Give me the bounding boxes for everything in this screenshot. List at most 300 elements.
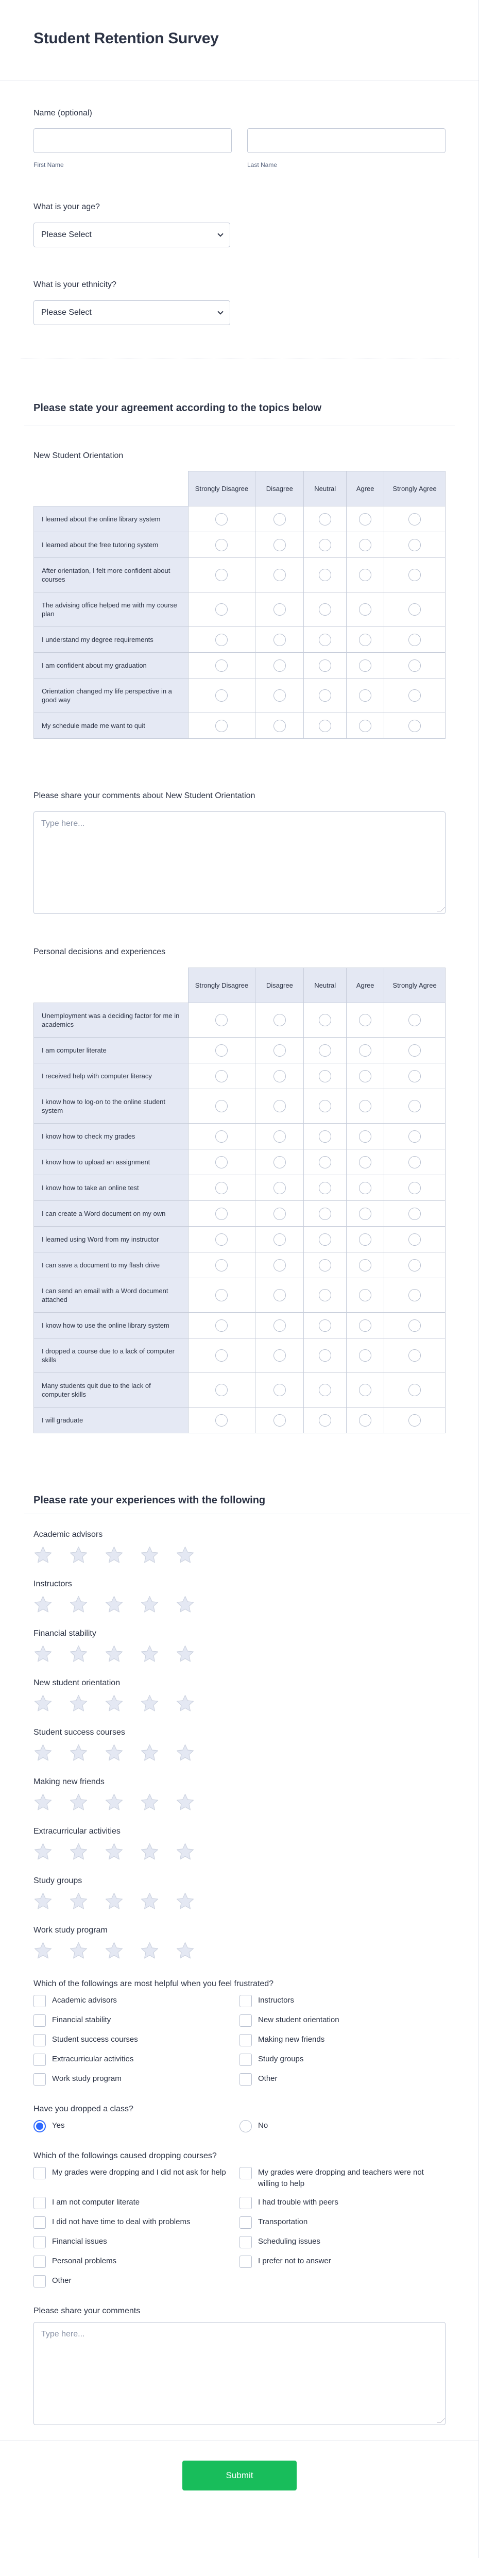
matrix-cell[interactable] [255,679,304,713]
star-icon[interactable] [176,1694,195,1713]
matrix-cell[interactable] [188,1089,255,1124]
matrix-cell[interactable] [255,1252,304,1278]
matrix-cell[interactable] [188,558,255,592]
matrix-cell[interactable] [304,1408,347,1433]
radio-button[interactable] [359,1414,371,1427]
matrix-cell[interactable] [304,1278,347,1313]
radio-button[interactable] [215,1349,228,1362]
radio-button[interactable] [273,1319,286,1332]
radio-button[interactable] [359,1208,371,1220]
radio-button[interactable] [359,1130,371,1143]
radio-button[interactable] [215,513,228,526]
matrix-cell[interactable] [255,1278,304,1313]
matrix-cell[interactable] [255,1149,304,1175]
radio-button[interactable] [408,1349,421,1362]
matrix-cell[interactable] [255,1124,304,1149]
matrix-cell[interactable] [347,653,384,679]
star-icon[interactable] [105,1941,124,1960]
radio-button[interactable] [359,720,371,732]
matrix-cell[interactable] [188,1227,255,1252]
radio-button[interactable] [273,634,286,646]
matrix-cell[interactable] [384,592,446,627]
matrix-cell[interactable] [255,1373,304,1408]
star-icon[interactable] [176,1645,195,1664]
matrix-cell[interactable] [304,1038,347,1063]
checkbox-option[interactable] [33,2256,239,2268]
matrix-cell[interactable] [347,1063,384,1089]
radio-button[interactable] [273,513,286,526]
radio-button[interactable] [273,1100,286,1112]
matrix-cell[interactable] [384,1089,446,1124]
star-icon[interactable] [140,1743,159,1762]
matrix-cell[interactable] [384,653,446,679]
checkbox-option[interactable] [33,2197,239,2209]
matrix-cell[interactable] [347,558,384,592]
matrix-cell[interactable] [255,506,304,532]
radio-option-no[interactable] [239,2120,446,2132]
radio-button[interactable] [215,720,228,732]
radio-button[interactable] [215,1044,228,1057]
star-icon[interactable] [140,1694,159,1713]
matrix-cell[interactable] [384,1278,446,1313]
comments1-textarea[interactable] [33,811,446,914]
matrix-cell[interactable] [188,653,255,679]
star-icon[interactable] [69,1694,88,1713]
radio-button[interactable] [408,1156,421,1168]
star-icon[interactable] [176,1793,195,1812]
radio-button[interactable] [273,569,286,581]
checkbox-option[interactable] [33,2014,239,2027]
matrix-cell[interactable] [188,1175,255,1201]
resize-handle-icon[interactable] [437,2418,445,2422]
checkbox-option[interactable] [33,2216,239,2229]
matrix-cell[interactable] [304,592,347,627]
matrix-cell[interactable] [255,1408,304,1433]
matrix-cell[interactable] [255,1063,304,1089]
radio-button[interactable] [359,1100,371,1112]
matrix-cell[interactable] [347,713,384,739]
matrix-cell[interactable] [384,1003,446,1038]
star-icon[interactable] [33,1941,53,1960]
matrix-cell[interactable] [304,1227,347,1252]
matrix-cell[interactable] [347,1124,384,1149]
radio-button[interactable] [273,659,286,672]
radio-button[interactable] [273,1414,286,1427]
radio-button[interactable] [408,689,421,702]
radio-button[interactable] [215,1384,228,1396]
matrix-cell[interactable] [304,1149,347,1175]
matrix-cell[interactable] [347,1313,384,1338]
radio-button[interactable] [359,1259,371,1272]
star-icon[interactable] [33,1793,53,1812]
star-icon[interactable] [140,1645,159,1664]
submit-button[interactable]: Submit [182,2461,297,2490]
matrix-cell[interactable] [304,1003,347,1038]
star-icon[interactable] [33,1743,53,1762]
radio-button[interactable] [359,1384,371,1396]
matrix-cell[interactable] [188,1038,255,1063]
radio-button[interactable] [215,689,228,702]
matrix-cell[interactable] [255,1175,304,1201]
radio-button[interactable] [408,659,421,672]
radio-button[interactable] [319,1414,331,1427]
checkbox-option[interactable] [239,2216,446,2229]
matrix-cell[interactable] [304,558,347,592]
matrix-cell[interactable] [188,532,255,558]
star-icon[interactable] [69,1941,88,1960]
radio-button[interactable] [319,634,331,646]
matrix-cell[interactable] [347,1278,384,1313]
radio-button[interactable] [408,569,421,581]
matrix-cell[interactable] [304,1175,347,1201]
checkbox[interactable] [239,2073,252,2086]
matrix-cell[interactable] [347,532,384,558]
matrix-cell[interactable] [347,1201,384,1227]
radio-button[interactable] [408,1182,421,1194]
star-icon[interactable] [33,1694,53,1713]
radio-button[interactable] [273,1259,286,1272]
matrix-cell[interactable] [347,1089,384,1124]
matrix-cell[interactable] [347,1003,384,1038]
radio-button[interactable] [319,1070,331,1082]
radio-button[interactable] [359,634,371,646]
matrix-cell[interactable] [384,1338,446,1373]
matrix-cell[interactable] [384,1149,446,1175]
matrix-cell[interactable] [304,1338,347,1373]
matrix-cell[interactable] [384,1063,446,1089]
checkbox-option[interactable] [239,2167,446,2190]
matrix-cell[interactable] [304,532,347,558]
star-icon[interactable] [176,1595,195,1614]
radio-button[interactable] [215,1070,228,1082]
radio-button[interactable] [215,1208,228,1220]
matrix-cell[interactable] [188,1124,255,1149]
matrix-cell[interactable] [304,653,347,679]
radio-button[interactable] [239,2120,252,2132]
checkbox-option[interactable] [239,2034,446,2046]
radio-button[interactable] [273,1130,286,1143]
radio-button[interactable] [319,1289,331,1301]
radio-button[interactable] [319,1349,331,1362]
checkbox[interactable] [33,2054,46,2066]
matrix-cell[interactable] [347,679,384,713]
radio-button[interactable] [359,659,371,672]
matrix-cell[interactable] [347,1408,384,1433]
radio-button[interactable] [359,1349,371,1362]
matrix-cell[interactable] [255,532,304,558]
radio-button[interactable] [215,1289,228,1301]
radio-button[interactable] [408,513,421,526]
radio-option-yes[interactable] [33,2120,239,2132]
radio-button[interactable] [33,2120,46,2132]
radio-button[interactable] [319,1208,331,1220]
radio-button[interactable] [359,1156,371,1168]
radio-button[interactable] [359,689,371,702]
matrix-cell[interactable] [347,627,384,653]
radio-button[interactable] [408,1289,421,1301]
radio-button[interactable] [408,1319,421,1332]
radio-button[interactable] [319,1182,331,1194]
checkbox-option[interactable] [33,2073,239,2086]
radio-button[interactable] [408,603,421,616]
star-icon[interactable] [176,1842,195,1861]
star-icon[interactable] [140,1546,159,1565]
radio-button[interactable] [408,1130,421,1143]
checkbox[interactable] [239,1995,252,2007]
checkbox[interactable] [239,2236,252,2248]
checkbox[interactable] [33,2167,46,2179]
radio-button[interactable] [359,1233,371,1246]
radio-button[interactable] [319,689,331,702]
matrix-cell[interactable] [347,1149,384,1175]
star-icon[interactable] [140,1842,159,1861]
star-icon[interactable] [69,1645,88,1664]
matrix-cell[interactable] [384,558,446,592]
radio-button[interactable] [359,569,371,581]
radio-button[interactable] [408,1100,421,1112]
radio-button[interactable] [408,1414,421,1427]
matrix-cell[interactable] [188,1373,255,1408]
radio-button[interactable] [408,1044,421,1057]
radio-button[interactable] [359,1070,371,1082]
checkbox[interactable] [239,2054,252,2066]
checkbox-option[interactable] [239,2073,446,2086]
radio-button[interactable] [273,1208,286,1220]
matrix-cell[interactable] [255,1227,304,1252]
radio-button[interactable] [215,1014,228,1026]
star-icon[interactable] [140,1941,159,1960]
matrix-cell[interactable] [188,1313,255,1338]
matrix-cell[interactable] [347,592,384,627]
radio-button[interactable] [319,1100,331,1112]
matrix-cell[interactable] [255,1338,304,1373]
matrix-cell[interactable] [188,1003,255,1038]
matrix-cell[interactable] [255,653,304,679]
matrix-cell[interactable] [188,679,255,713]
checkbox[interactable] [239,2034,252,2046]
checkbox[interactable] [33,2275,46,2287]
radio-button[interactable] [273,1349,286,1362]
star-icon[interactable] [69,1546,88,1565]
matrix-cell[interactable] [255,592,304,627]
radio-button[interactable] [273,1070,286,1082]
checkbox-option[interactable] [239,2054,446,2066]
matrix-cell[interactable] [304,1373,347,1408]
checkbox[interactable] [33,2256,46,2268]
matrix-cell[interactable] [384,506,446,532]
radio-button[interactable] [319,659,331,672]
radio-button[interactable] [408,1259,421,1272]
matrix-cell[interactable] [384,627,446,653]
checkbox[interactable] [239,2216,252,2229]
matrix-cell[interactable] [384,1201,446,1227]
radio-button[interactable] [273,1233,286,1246]
radio-button[interactable] [215,1414,228,1427]
radio-button[interactable] [359,1014,371,1026]
matrix-cell[interactable] [304,506,347,532]
star-icon[interactable] [33,1546,53,1565]
star-icon[interactable] [105,1645,124,1664]
radio-button[interactable] [273,1289,286,1301]
matrix-cell[interactable] [188,627,255,653]
radio-button[interactable] [408,634,421,646]
checkbox-option[interactable] [33,2034,239,2046]
radio-button[interactable] [319,1044,331,1057]
checkbox-option[interactable] [239,1995,446,2007]
matrix-cell[interactable] [188,592,255,627]
radio-button[interactable] [408,539,421,551]
matrix-cell[interactable] [255,1038,304,1063]
checkbox[interactable] [33,2014,46,2027]
radio-button[interactable] [215,634,228,646]
matrix-cell[interactable] [255,1313,304,1338]
matrix-cell[interactable] [188,1149,255,1175]
age-select[interactable] [33,223,230,247]
matrix-cell[interactable] [384,1252,446,1278]
checkbox-option[interactable] [33,2275,239,2287]
radio-button[interactable] [408,1233,421,1246]
last-name-input[interactable] [247,128,446,153]
matrix-cell[interactable] [188,1408,255,1433]
star-icon[interactable] [140,1892,159,1911]
star-icon[interactable] [69,1595,88,1614]
checkbox[interactable] [239,2256,252,2268]
star-icon[interactable] [69,1842,88,1861]
radio-button[interactable] [408,1070,421,1082]
matrix-cell[interactable] [347,1175,384,1201]
radio-button[interactable] [319,1156,331,1168]
radio-button[interactable] [359,1289,371,1301]
matrix-cell[interactable] [384,1408,446,1433]
matrix-cell[interactable] [384,1124,446,1149]
checkbox[interactable] [33,2034,46,2046]
radio-button[interactable] [319,1319,331,1332]
radio-button[interactable] [273,603,286,616]
radio-button[interactable] [319,603,331,616]
matrix-cell[interactable] [384,679,446,713]
star-icon[interactable] [140,1793,159,1812]
checkbox-option[interactable] [33,2236,239,2248]
radio-button[interactable] [408,720,421,732]
matrix-cell[interactable] [188,1338,255,1373]
matrix-cell[interactable] [304,627,347,653]
checkbox[interactable] [33,2236,46,2248]
matrix-cell[interactable] [188,713,255,739]
radio-button[interactable] [319,1233,331,1246]
matrix-cell[interactable] [188,1063,255,1089]
radio-button[interactable] [273,1182,286,1194]
comments2-textarea[interactable] [33,2322,446,2425]
radio-button[interactable] [215,569,228,581]
checkbox[interactable] [33,2073,46,2086]
radio-button[interactable] [215,539,228,551]
star-icon[interactable] [140,1595,159,1614]
matrix-cell[interactable] [304,1089,347,1124]
radio-button[interactable] [273,1014,286,1026]
radio-button[interactable] [215,1156,228,1168]
radio-button[interactable] [408,1014,421,1026]
radio-button[interactable] [359,1319,371,1332]
matrix-cell[interactable] [347,1227,384,1252]
radio-button[interactable] [319,569,331,581]
radio-button[interactable] [408,1208,421,1220]
matrix-cell[interactable] [384,1313,446,1338]
star-icon[interactable] [176,1743,195,1762]
star-icon[interactable] [69,1743,88,1762]
radio-button[interactable] [273,720,286,732]
matrix-cell[interactable] [188,1278,255,1313]
matrix-cell[interactable] [255,1089,304,1124]
matrix-cell[interactable] [188,1201,255,1227]
radio-button[interactable] [319,539,331,551]
matrix-cell[interactable] [347,1373,384,1408]
radio-button[interactable] [359,1182,371,1194]
matrix-cell[interactable] [384,532,446,558]
radio-button[interactable] [215,1259,228,1272]
matrix-cell[interactable] [347,1252,384,1278]
resize-handle-icon[interactable] [437,907,445,911]
star-icon[interactable] [105,1842,124,1861]
radio-button[interactable] [215,603,228,616]
radio-button[interactable] [273,1156,286,1168]
radio-button[interactable] [273,1044,286,1057]
checkbox-option[interactable] [239,2014,446,2027]
radio-button[interactable] [273,539,286,551]
star-icon[interactable] [176,1546,195,1565]
checkbox-option[interactable] [239,2236,446,2248]
checkbox-option[interactable] [239,2256,446,2268]
checkbox-option[interactable] [33,2167,239,2190]
star-icon[interactable] [33,1892,53,1911]
checkbox[interactable] [239,2167,252,2179]
star-icon[interactable] [176,1941,195,1960]
radio-button[interactable] [215,1319,228,1332]
matrix-cell[interactable] [304,713,347,739]
star-icon[interactable] [176,1892,195,1911]
star-icon[interactable] [69,1793,88,1812]
matrix-cell[interactable] [384,1038,446,1063]
radio-button[interactable] [319,1384,331,1396]
radio-button[interactable] [319,1259,331,1272]
checkbox-option[interactable] [239,2197,446,2209]
star-icon[interactable] [33,1645,53,1664]
matrix-cell[interactable] [304,1124,347,1149]
radio-button[interactable] [273,689,286,702]
matrix-cell[interactable] [188,1252,255,1278]
checkbox[interactable] [239,2014,252,2027]
matrix-cell[interactable] [255,1201,304,1227]
matrix-cell[interactable] [255,1003,304,1038]
radio-button[interactable] [359,539,371,551]
matrix-cell[interactable] [304,1313,347,1338]
first-name-input[interactable] [33,128,232,153]
radio-button[interactable] [408,1384,421,1396]
radio-button[interactable] [215,1182,228,1194]
radio-button[interactable] [319,1130,331,1143]
radio-button[interactable] [359,513,371,526]
matrix-cell[interactable] [188,506,255,532]
checkbox[interactable] [239,2197,252,2209]
matrix-cell[interactable] [255,627,304,653]
radio-button[interactable] [215,1100,228,1112]
radio-button[interactable] [215,659,228,672]
radio-button[interactable] [215,1233,228,1246]
radio-button[interactable] [319,513,331,526]
star-icon[interactable] [105,1546,124,1565]
star-icon[interactable] [33,1595,53,1614]
matrix-cell[interactable] [304,1252,347,1278]
matrix-cell[interactable] [384,1227,446,1252]
